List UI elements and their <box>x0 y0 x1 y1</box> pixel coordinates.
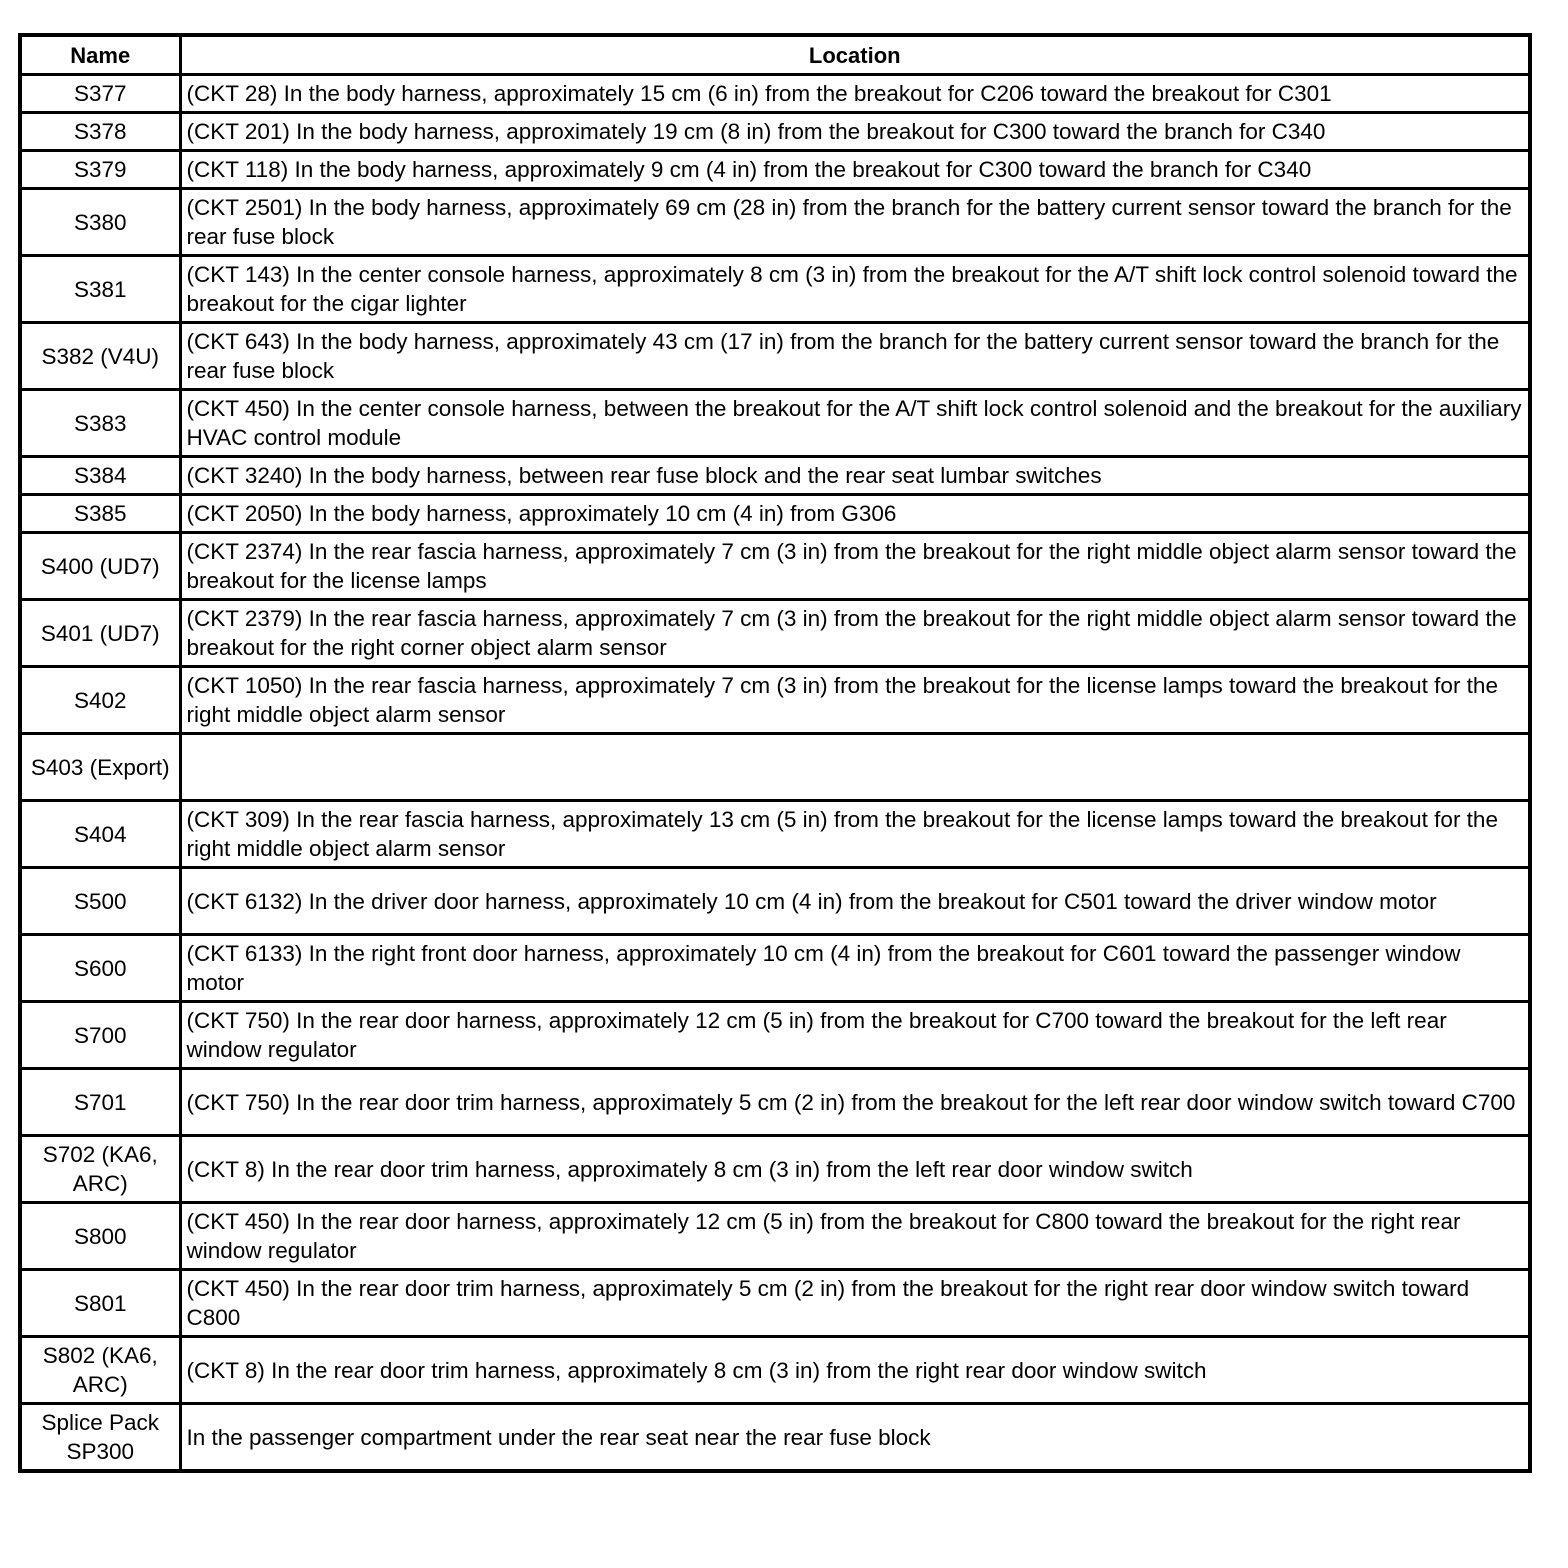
splice-location: (CKT 2374) In the rear fascia harness, approximately 7 cm (3 in) from the breakout for the right middle object alarm sensor toward the breakout for the license lamps <box>180 533 1530 600</box>
splice-location: (CKT 201) In the body harness, approximately 19 cm (8 in) from the breakout for C300 toward the branch for C340 <box>180 113 1530 151</box>
location-column-header: Location <box>180 35 1530 75</box>
table-row <box>20 533 1530 600</box>
table-row <box>20 113 1530 151</box>
splice-location: (CKT 643) In the body harness, approximately 43 cm (17 in) from the branch for the battery current sensor toward the branch for the rear fuse block <box>180 323 1530 390</box>
table-row <box>20 457 1530 495</box>
splice-name: S379 <box>20 151 180 189</box>
table-row <box>20 667 1530 734</box>
table-row <box>20 323 1530 390</box>
table-row <box>20 75 1530 113</box>
table-row <box>20 1136 1530 1203</box>
splice-location: (CKT 450) In the rear door harness, approximately 12 cm (5 in) from the breakout for C800 toward the breakout for the right rear window regulator <box>180 1203 1530 1270</box>
splice-name: S382 (V4U) <box>20 323 180 390</box>
header-row <box>20 35 1530 75</box>
splice-name: S377 <box>20 75 180 113</box>
table-row <box>20 1337 1530 1404</box>
splice-name: S702 (KA6, ARC) <box>20 1136 180 1203</box>
splice-name: S383 <box>20 390 180 457</box>
splice-location-table <box>18 33 1532 1473</box>
splice-name: Splice Pack SP300 <box>20 1404 180 1472</box>
table-row <box>20 600 1530 667</box>
splice-location: (CKT 6133) In the right front door harness, approximately 10 cm (4 in) from the breakout for C601 toward the passenger window motor <box>180 935 1530 1002</box>
splice-location: (CKT 1050) In the rear fascia harness, approximately 7 cm (3 in) from the breakout for the license lamps toward the breakout for the right middle object alarm sensor <box>180 667 1530 734</box>
splice-location: (CKT 2501) In the body harness, approximately 69 cm (28 in) from the branch for the battery current sensor toward the branch for the rear fuse block <box>180 189 1530 256</box>
splice-name: S401 (UD7) <box>20 600 180 667</box>
splice-name: S381 <box>20 256 180 323</box>
splice-location: (CKT 143) In the center console harness, approximately 8 cm (3 in) from the breakout for the A/T shift lock control solenoid toward the breakout for the cigar lighter <box>180 256 1530 323</box>
splice-name: S802 (KA6, ARC) <box>20 1337 180 1404</box>
splice-name: S380 <box>20 189 180 256</box>
splice-location: In the passenger compartment under the rear seat near the rear fuse block <box>180 1404 1530 1472</box>
splice-name: S403 (Export) <box>20 734 180 801</box>
splice-location: (CKT 450) In the center console harness, between the breakout for the A/T shift lock control solenoid and the breakout for the auxiliary HVAC control module <box>180 390 1530 457</box>
table-row <box>20 390 1530 457</box>
table-row <box>20 151 1530 189</box>
splice-name: S500 <box>20 868 180 935</box>
table-row <box>20 189 1530 256</box>
splice-location: (CKT 8) In the rear door trim harness, approximately 8 cm (3 in) from the right rear door window switch <box>180 1337 1530 1404</box>
splice-name: S378 <box>20 113 180 151</box>
splice-location: (CKT 2050) In the body harness, approximately 10 cm (4 in) from G306 <box>180 495 1530 533</box>
splice-location: (CKT 3240) In the body harness, between rear fuse block and the rear seat lumbar switches <box>180 457 1530 495</box>
table-row <box>20 801 1530 868</box>
splice-name: S700 <box>20 1002 180 1069</box>
splice-location: (CKT 750) In the rear door harness, approximately 12 cm (5 in) from the breakout for C700 toward the breakout for the left rear window regulator <box>180 1002 1530 1069</box>
splice-location: (CKT 6132) In the driver door harness, approximately 10 cm (4 in) from the breakout for C501 toward the driver window motor <box>180 868 1530 935</box>
table-row <box>20 1270 1530 1337</box>
splice-name: S404 <box>20 801 180 868</box>
name-column-header: Name <box>20 35 180 75</box>
splice-location: (CKT 750) In the rear door trim harness, approximately 5 cm (2 in) from the breakout for the left rear door window switch toward C700 <box>180 1069 1530 1136</box>
table-row <box>20 1002 1530 1069</box>
table-row <box>20 256 1530 323</box>
splice-name: S801 <box>20 1270 180 1337</box>
splice-location: (CKT 309) In the rear fascia harness, approximately 13 cm (5 in) from the breakout for the license lamps toward the breakout for the right middle object alarm sensor <box>180 801 1530 868</box>
splice-name: S384 <box>20 457 180 495</box>
table-row <box>20 734 1530 801</box>
table-row <box>20 1404 1530 1472</box>
splice-location: (CKT 28) In the body harness, approximately 15 cm (6 in) from the breakout for C206 toward the breakout for C301 <box>180 75 1530 113</box>
splice-name: S701 <box>20 1069 180 1136</box>
splice-location: (CKT 118) In the body harness, approximately 9 cm (4 in) from the breakout for C300 toward the branch for C340 <box>180 151 1530 189</box>
splice-name: S800 <box>20 1203 180 1270</box>
splice-location: (CKT 450) In the rear door trim harness, approximately 5 cm (2 in) from the breakout for the right rear door window switch toward C800 <box>180 1270 1530 1337</box>
splice-name: S385 <box>20 495 180 533</box>
splice-location: (CKT 8) In the rear door trim harness, approximately 8 cm (3 in) from the left rear door window switch <box>180 1136 1530 1203</box>
table-row <box>20 868 1530 935</box>
splice-location: (CKT 2379) In the rear fascia harness, approximately 7 cm (3 in) from the breakout for the right middle object alarm sensor toward the breakout for the right corner object alarm sensor <box>180 600 1530 667</box>
splice-name: S600 <box>20 935 180 1002</box>
table-row <box>20 1069 1530 1136</box>
table-row <box>20 1203 1530 1270</box>
table-row <box>20 935 1530 1002</box>
table-row <box>20 495 1530 533</box>
splice-name: S400 (UD7) <box>20 533 180 600</box>
splice-location <box>180 734 1530 801</box>
splice-name: S402 <box>20 667 180 734</box>
